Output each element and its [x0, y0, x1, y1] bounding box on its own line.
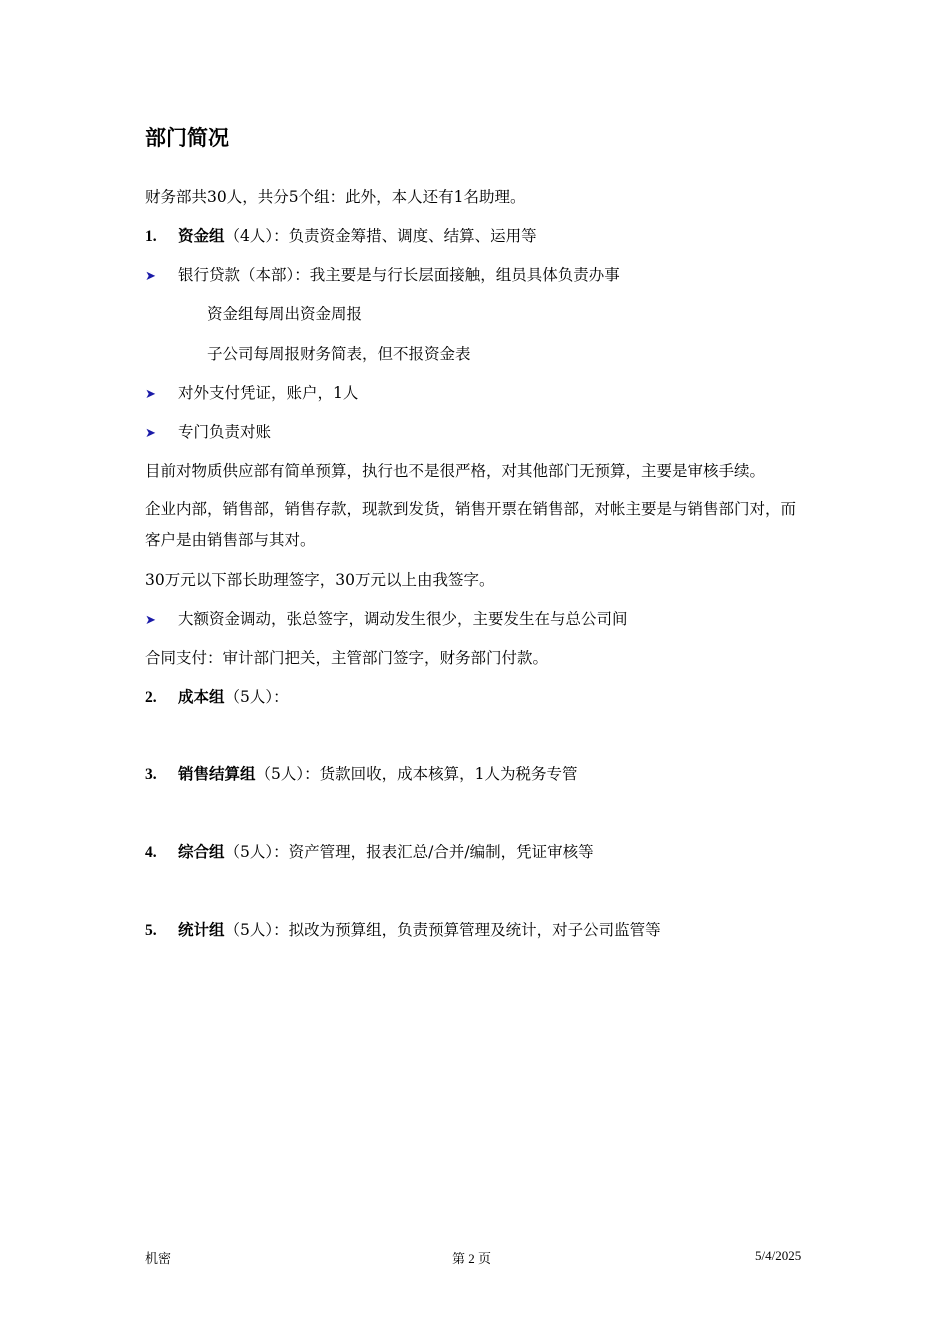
group-name: 资金组: [178, 226, 225, 245]
arrow-bullet-icon: ➤: [145, 269, 156, 284]
group-name: 销售结算组: [178, 764, 256, 783]
intro-text: 财务部共30人，共分5个组：此外，本人还有1名助理。: [145, 188, 526, 206]
indented-text: 子公司每周报财务简表，但不报资金表: [207, 345, 471, 363]
indented-text: 资金组每周出资金周报: [207, 305, 363, 323]
group-name: 成本组: [178, 687, 225, 706]
bullet-text: 专门负责对账: [178, 423, 272, 441]
bullet-item: [145, 383, 358, 405]
arrow-bullet-icon: ➤: [145, 387, 156, 402]
arrow-bullet-icon: ➤: [145, 426, 156, 441]
bullet-item: [145, 422, 271, 444]
group-item-3: [145, 764, 578, 785]
group-detail: （5人）：: [224, 688, 289, 706]
footer-confidential: 机密: [145, 1251, 172, 1266]
group-item-5: [145, 920, 661, 941]
group-number: 1.: [145, 228, 157, 245]
group-number: 2.: [145, 689, 157, 706]
group-detail: （5人）：资产管理，报表汇总/合并/编制，凭证审核等: [224, 843, 594, 861]
footer-date: 5/4/2025: [755, 1248, 802, 1263]
paragraph: 合同支付：审计部门把关，主管部门签字，财务部门付款。: [145, 649, 549, 667]
group-item-4: [145, 842, 594, 863]
group-name: 统计组: [178, 920, 225, 939]
group-number: 4.: [145, 844, 157, 861]
group-detail: （5人）：拟改为预算组，负责预算管理及统计，对子公司监管等: [224, 921, 661, 939]
arrow-bullet-icon: ➤: [145, 613, 156, 628]
bullet-text: 大额资金调动，张总签字，调动发生很少，主要发生在与总公司间: [178, 610, 628, 628]
bullet-text: 对外支付凭证，账户，1人: [178, 384, 359, 402]
group-detail: （4人）：负责资金筹措、调度、结算、运用等: [224, 227, 537, 245]
group-name: 综合组: [178, 842, 225, 861]
group-item-1: [145, 226, 537, 247]
footer-page-number: 第 2 页: [452, 1251, 492, 1266]
group-number: 5.: [145, 922, 157, 939]
paragraph: 30万元以下部长助理签字，30万元以上由我签字。: [145, 571, 495, 589]
group-detail: （5人）：货款回收，成本核算，1人为税务专管: [255, 765, 578, 783]
page-title: 部门简况: [145, 126, 229, 150]
bullet-item: [145, 609, 628, 631]
bullet-text: 银行贷款（本部）：我主要是与行长层面接触，组员具体负责办事: [178, 266, 620, 284]
paragraph: 目前对物质供应部有简单预算，执行也不是很严格，对其他部门无预算，主要是审核手续。: [145, 462, 766, 480]
bullet-item: [145, 265, 620, 287]
group-item-2: [145, 687, 289, 708]
group-number: 3.: [145, 766, 157, 783]
paragraph: 企业内部，销售部，销售存款，现款到发货，销售开票在销售部，对帐主要是与销售部门对，而客户是由销售部与其对。: [145, 500, 797, 549]
